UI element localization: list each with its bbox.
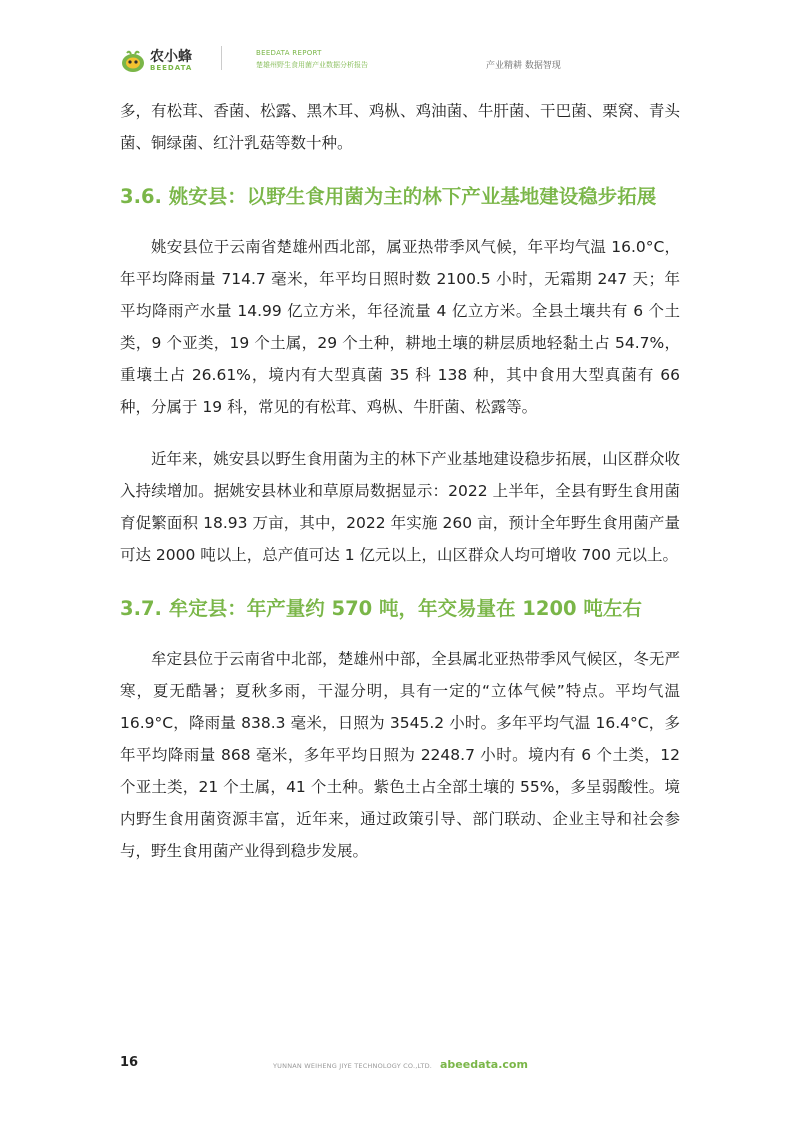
paragraph-continued: 多，有松茸、香菌、松露、黑木耳、鸡枞、鸡油菌、牛肝菌、干巴菌、栗窝、青头菌、铜绿菌、红汁乳菇等数十种。	[120, 102, 680, 152]
section-heading-3-7: 3.7. 牟定县：年产量约 570 吨，年交易量在 1200 吨左右	[120, 597, 642, 620]
report-title-cn: 楚雄州野生食用菌产业数据分析报告	[256, 61, 368, 69]
footer-company: YUNNAN WEIHENG JIYE TECHNOLOGY CO.,LTD.	[273, 1062, 433, 1070]
header-divider	[221, 46, 222, 70]
logo-name: 农小蜂	[150, 49, 192, 65]
page-header	[0, 0, 793, 90]
report-title-en: BEEDATA REPORT	[256, 49, 322, 57]
page-number: 16	[120, 1055, 139, 1070]
header-slogan: 产业精耕 数据智现	[486, 61, 561, 71]
page-content	[120, 95, 680, 867]
logo-subtitle: BEEDATA	[150, 64, 193, 72]
bee-logo-icon	[119, 47, 147, 75]
paragraph-yaoan-industry: 近年来，姚安县以野生食用菌为主的林下产业基地建设稳步拓展，山区群众收入持续增加。据姚安县林业和草原局数据显示：2022 上半年，全县有野生食用菌育促繁面积 18.93 万亩，其中，2022 年实施 260 亩，预计全年野生食用菌产量可达 2000 吨以上，总产值可达 1 亿元以上，山区群众人均可增收 700 元以上。	[120, 450, 680, 564]
footer-website: abeedata.com	[440, 1058, 528, 1071]
section-heading-3-6: 3.6. 姚安县：以野生食用菌为主的林下产业基地建设稳步拓展	[120, 185, 657, 208]
paragraph-mouding-overview: 牟定县位于云南省中北部，楚雄州中部，全县属北亚热带季风气候区，冬无严寒，夏无酷暑；夏秋多雨，干湿分明，具有一定的“立体气候”特点。平均气温 16.9°C，降雨量 838.3 毫米，日照为 3545.2 小时。多年平均气温 16.4°C，多年平均降雨量 868 毫米，多年平均日照为 2248.7 小时。境内有 6 个土类，12 个亚土类，21 个土属，41 个土种。紫色土占全部土壤的 55%，多呈弱酸性。境内野生食用菌资源丰富，近年来，通过政策引导、部门联动、企业主导和社会参与，野生食用菌产业得到稳步发展。	[120, 650, 680, 860]
paragraph-yaoan-overview: 姚安县位于云南省楚雄州西北部，属亚热带季风气候，年平均气温 16.0°C，年平均降雨量 714.7 毫米，年平均日照时数 2100.5 小时，无霜期 247 天；年平均降雨产水量 14.99 亿立方米，年径流量 4 亿立方米。全县土壤共有 6 个土类，9 个亚类，19 个土属，29 个土种，耕地土壤的耕层质地轻黏土占 54.7%，重壤土占 26.61%，境内有大型真菌 35 科 138 种，其中食用大型真菌有 66 种，分属于 19 科，常见的有松茸、鸡枞、牛肝菌、松露等。	[120, 238, 680, 416]
